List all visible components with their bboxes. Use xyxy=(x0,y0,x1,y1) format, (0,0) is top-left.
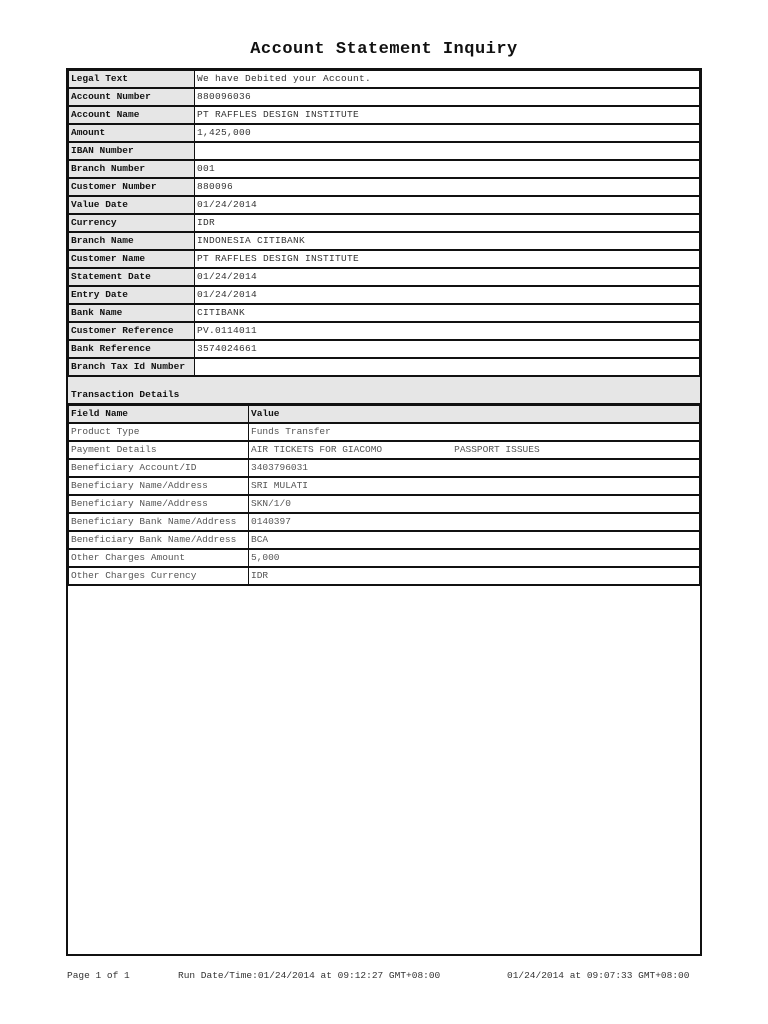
column-header-field-name: Field Name xyxy=(69,406,249,424)
table-row xyxy=(69,513,700,531)
table-row xyxy=(69,567,700,585)
field-value-cell: SRI MULATI xyxy=(249,477,700,495)
summary-label: Entry Date xyxy=(69,286,195,304)
summary-row-branch-number xyxy=(69,160,700,178)
summary-row-account-number xyxy=(69,88,700,106)
summary-row-customer-reference xyxy=(69,322,700,340)
field-value-cell xyxy=(249,441,700,459)
page-number: Page 1 of 1 xyxy=(67,970,130,981)
summary-row-entry-date xyxy=(69,286,700,304)
summary-label: Branch Name xyxy=(69,232,195,250)
field-name-cell: Beneficiary Bank Name/Address xyxy=(69,513,249,531)
statement-frame xyxy=(66,68,702,956)
summary-label: Account Number xyxy=(69,88,195,106)
field-name-cell: Product Type xyxy=(69,423,249,441)
field-value-cell: BCA xyxy=(249,531,700,549)
field-name-cell: Beneficiary Name/Address xyxy=(69,477,249,495)
summary-row-statement-date xyxy=(69,268,700,286)
summary-row-iban-number xyxy=(69,142,700,160)
summary-label: IBAN Number xyxy=(69,142,195,160)
summary-label: Legal Text xyxy=(69,71,195,89)
field-value-cell: 3403796031 xyxy=(249,459,700,477)
table-row xyxy=(69,531,700,549)
summary-value: 880096 xyxy=(195,178,700,196)
field-value-cell: Funds Transfer xyxy=(249,423,700,441)
summary-label: Customer Reference xyxy=(69,322,195,340)
transaction-details-table xyxy=(68,405,700,586)
summary-value: PT RAFFLES DESIGN INSTITUTE xyxy=(195,250,700,268)
payment-details-part-1: AIR TICKETS FOR GIACOMO xyxy=(251,444,383,455)
summary-value: PT RAFFLES DESIGN INSTITUTE xyxy=(195,106,700,124)
summary-value: 880096036 xyxy=(195,88,700,106)
field-name-cell: Other Charges Amount xyxy=(69,549,249,567)
summary-row-customer-name xyxy=(69,250,700,268)
summary-label: Bank Reference xyxy=(69,340,195,358)
summary-value xyxy=(195,142,700,160)
summary-row-account-name xyxy=(69,106,700,124)
summary-value: 01/24/2014 xyxy=(195,286,700,304)
summary-label: Bank Name xyxy=(69,304,195,322)
field-name-cell: Other Charges Currency xyxy=(69,567,249,585)
summary-row-branch-name xyxy=(69,232,700,250)
field-value-cell: SKN/1/0 xyxy=(249,495,700,513)
column-header-value: Value xyxy=(249,406,700,424)
summary-value: INDONESIA CITIBANK xyxy=(195,232,700,250)
summary-row-currency xyxy=(69,214,700,232)
summary-row-customer-number xyxy=(69,178,700,196)
summary-row-bank-reference xyxy=(69,340,700,358)
field-name-cell: Beneficiary Name/Address xyxy=(69,495,249,513)
field-value-cell: IDR xyxy=(249,567,700,585)
summary-value: 001 xyxy=(195,160,700,178)
transaction-details-heading: Transaction Details xyxy=(68,377,700,405)
table-row xyxy=(69,477,700,495)
table-header-row xyxy=(69,406,700,424)
summary-label: Statement Date xyxy=(69,268,195,286)
summary-row-legal-text xyxy=(69,71,700,89)
payment-details-part-2: PASSPORT ISSUES xyxy=(454,444,540,455)
field-name-cell: Beneficiary Account/ID xyxy=(69,459,249,477)
table-row xyxy=(69,495,700,513)
summary-row-branch-tax-id xyxy=(69,358,700,376)
table-row xyxy=(69,549,700,567)
summary-value: CITIBANK xyxy=(195,304,700,322)
summary-label: Customer Number xyxy=(69,178,195,196)
summary-row-amount xyxy=(69,124,700,142)
summary-label: Customer Name xyxy=(69,250,195,268)
table-row xyxy=(69,423,700,441)
page-title: Account Statement Inquiry xyxy=(250,40,518,59)
table-row xyxy=(69,441,700,459)
summary-label: Currency xyxy=(69,214,195,232)
summary-value: 01/24/2014 xyxy=(195,196,700,214)
summary-label: Value Date xyxy=(69,196,195,214)
summary-row-bank-name xyxy=(69,304,700,322)
summary-value: PV.0114011 xyxy=(195,322,700,340)
summary-row-value-date xyxy=(69,196,700,214)
account-summary-table xyxy=(68,70,700,377)
summary-value: 1,425,000 xyxy=(195,124,700,142)
summary-value: 3574024661 xyxy=(195,340,700,358)
summary-value xyxy=(195,358,700,376)
summary-label: Branch Tax Id Number xyxy=(69,358,195,376)
field-name-cell: Payment Details xyxy=(69,441,249,459)
print-date-time: 01/24/2014 at 09:07:33 GMT+08:00 xyxy=(507,970,690,981)
summary-value: 01/24/2014 xyxy=(195,268,700,286)
table-row xyxy=(69,459,700,477)
summary-value: IDR xyxy=(195,214,700,232)
summary-label: Branch Number xyxy=(69,160,195,178)
field-value-cell: 5,000 xyxy=(249,549,700,567)
summary-value: We have Debited your Account. xyxy=(195,71,700,89)
field-name-cell: Beneficiary Bank Name/Address xyxy=(69,531,249,549)
field-value-cell: 0140397 xyxy=(249,513,700,531)
summary-label: Account Name xyxy=(69,106,195,124)
run-date-time: Run Date/Time:01/24/2014 at 09:12:27 GMT+08:00 xyxy=(178,970,441,981)
summary-label: Amount xyxy=(69,124,195,142)
